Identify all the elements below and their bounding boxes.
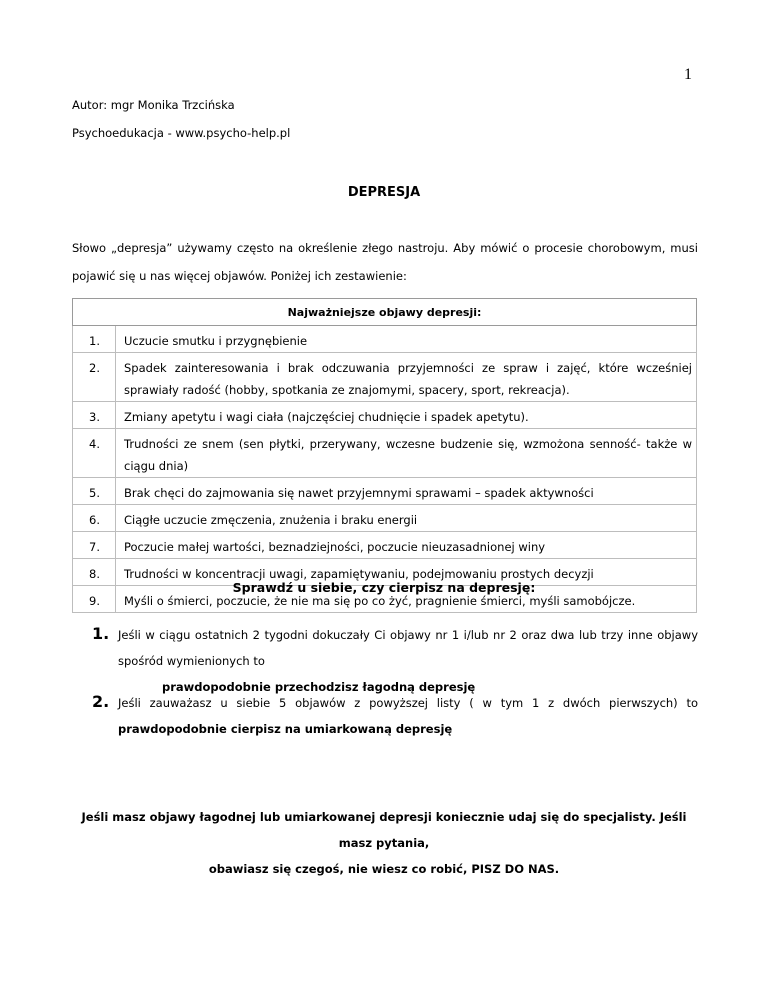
table-row xyxy=(73,429,697,478)
criterion-conclusion: prawdopodobnie cierpisz na umiarkowaną depresję xyxy=(118,722,453,736)
row-text: Uczucie smutku i przygnębienie xyxy=(116,326,697,353)
table-row xyxy=(73,478,697,505)
row-number: 8. xyxy=(73,559,116,586)
row-text: Zmiany apetytu i wagi ciała (najczęściej chudnięcie i spadek apetytu). xyxy=(116,402,697,429)
row-number: 1. xyxy=(73,326,116,353)
criterion-number: 1. xyxy=(92,624,110,643)
footer-line-2: obawiasz się czegoś, nie wiesz co robić, PISZ DO NAS. xyxy=(208,862,560,876)
footer-line-1: Jeśli masz objawy łagodnej lub umiarkowanej depresji koniecznie udaj się do specjalisty. Jeśli masz pytania, xyxy=(81,810,687,850)
table-row xyxy=(73,532,697,559)
criterion-body: Jeśli w ciągu ostatnich 2 tygodni dokuczały Ci objawy nr 1 i/lub nr 2 oraz dwa lub trzy inne objawy spośród wymienionych to xyxy=(118,628,698,668)
criterion-text xyxy=(118,622,698,674)
self-check-title: Sprawdź u siebie, czy cierpisz na depresję: xyxy=(232,580,536,595)
document-title: DEPRESJA xyxy=(347,185,421,200)
row-text: Trudności ze snem (sen płytki, przerywany, wczesne budzenie się, wzmożona senność- także w ciągu dnia) xyxy=(116,429,697,478)
row-text: Spadek zainteresowania i brak odczuwania przyjemności ze spraw i zajęć, które wcześniej sprawiały radość (hobby, spotkania ze znajomymi, spacery, sport, rekreacja). xyxy=(116,353,697,402)
table-row xyxy=(73,353,697,402)
row-number: 7. xyxy=(73,532,116,559)
table-row xyxy=(73,402,697,429)
criterion-body: Jeśli zauważasz u siebie 5 objawów z powyższej listy ( w tym 1 z dwóch pierwszych) to xyxy=(118,696,698,710)
row-number: 4. xyxy=(73,429,116,478)
table-row xyxy=(73,326,697,353)
table-header-row xyxy=(73,299,697,326)
row-number: 3. xyxy=(73,402,116,429)
row-text: Poczucie małej wartości, beznadziejności, poczucie nieuzasadnionej winy xyxy=(116,532,697,559)
row-text: Trudności w koncentracji uwagi, zapamiętywaniu, podejmowaniu prostych decyzji xyxy=(116,559,697,586)
page-number: 1 xyxy=(684,66,692,83)
row-text: Ciągłe uczucie zmęczenia, znużenia i braku energii xyxy=(116,505,697,532)
table-row xyxy=(73,505,697,532)
table-header: Najważniejsze objawy depresji: xyxy=(73,299,697,326)
footer-note xyxy=(72,804,696,882)
row-number: 2. xyxy=(73,353,116,402)
criterion-text xyxy=(118,690,698,742)
site-line: Psychoedukacja - www.psycho-help.pl xyxy=(72,126,291,140)
author-line: Autor: mgr Monika Trzcińska xyxy=(72,98,235,112)
row-text: Myśli o śmierci, poczucie, że nie ma się po co żyć, pragnienie śmierci, myśli samobójcze. xyxy=(116,586,697,613)
symptoms-table xyxy=(72,298,697,613)
row-number: 6. xyxy=(73,505,116,532)
criterion-number: 2. xyxy=(92,692,110,711)
criterion-conclusion: prawdopodobnie przechodzisz łagodną depresję xyxy=(162,680,476,694)
intro-paragraph: Słowo „depresja” używamy często na określenie złego nastroju. Aby mówić o procesie chorobowym, musi pojawić się u nas więcej objawów. Poniżej ich zestawienie: xyxy=(72,241,698,283)
row-number: 9. xyxy=(73,586,116,613)
row-number: 5. xyxy=(73,478,116,505)
row-text: Brak chęci do zajmowania się nawet przyjemnymi sprawami – spadek aktywności xyxy=(116,478,697,505)
